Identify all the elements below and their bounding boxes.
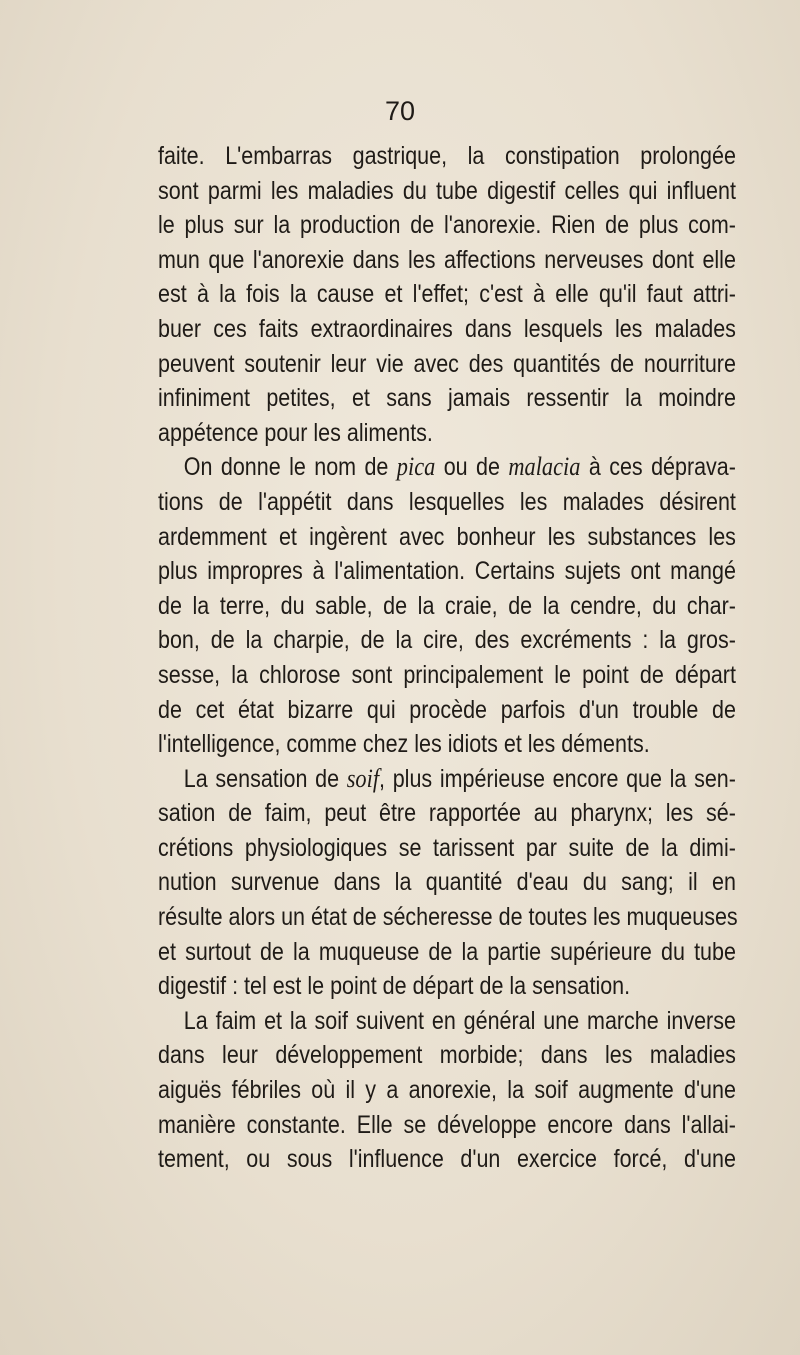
text-segment: bon, de la charpie, de la cire, des excréments : la gros- — [158, 626, 736, 655]
text-segment: dans leur développement morbide; dans les maladies — [158, 1041, 736, 1070]
text-segment: plus impropres à l'alimentation. Certains sujets ont mangé — [158, 557, 736, 586]
text-segment: infiniment petites, et sans jamais ressentir la moindre — [158, 384, 736, 413]
text-line — [158, 796, 736, 831]
text-segment: résulte alors un état de sécheresse de toutes les muqueuses — [158, 903, 738, 932]
text-line — [158, 831, 736, 866]
text-line — [158, 1108, 736, 1143]
text-line — [158, 693, 736, 728]
text-segment: tement, ou sous l'influence d'un exercice forcé, d'une — [158, 1145, 736, 1174]
text-segment: de cet état bizarre qui procède parfois d'un trouble de — [158, 695, 736, 724]
text-line — [158, 969, 736, 1004]
text-segment: tions de l'appétit dans lesquelles les malades désirent — [158, 487, 736, 516]
text-segment: le plus sur la production de l'anorexie. Rien de plus com- — [158, 211, 736, 240]
text-line — [158, 589, 736, 624]
text-line — [158, 277, 736, 312]
text-segment: ardemment et ingèrent avec bonheur les substances les — [158, 522, 736, 551]
text-line — [158, 208, 736, 243]
body-text — [158, 139, 736, 1177]
text-line — [158, 347, 736, 382]
text-line — [158, 623, 736, 658]
text-segment: est à la fois la cause et l'effet; c'est à elle qu'il faut attri- — [158, 280, 736, 309]
text-line — [158, 1004, 736, 1039]
italic-term: pica — [396, 452, 436, 482]
text-line — [158, 727, 736, 762]
text-line — [158, 485, 736, 520]
text-line — [158, 450, 736, 485]
text-segment: l'intelligence, comme chez les idiots et les déments. — [158, 730, 650, 759]
italic-term: soif — [346, 763, 380, 793]
page-number: 70 — [384, 96, 416, 126]
text-line — [158, 762, 736, 797]
text-line — [158, 900, 736, 935]
text-segment: La faim et la soif suivent en général une marche inverse — [183, 1006, 736, 1035]
text-line — [158, 381, 736, 416]
text-segment: de la terre, du sable, de la craie, de la cendre, du char- — [158, 591, 736, 620]
text-segment: mun que l'anorexie dans les affections nerveuses dont elle — [158, 245, 736, 274]
text-line — [158, 520, 736, 555]
text-line — [158, 139, 736, 174]
text-segment: crétions physiologiques se tarissent par suite de la dimi- — [158, 833, 736, 862]
text-segment: ou de — [435, 453, 509, 482]
text-line — [158, 312, 736, 347]
text-segment: à ces déprava- — [580, 453, 736, 482]
text-line — [158, 243, 736, 278]
text-segment: peuvent soutenir leur vie avec des quantités de nourriture — [158, 349, 736, 378]
text-line — [158, 1038, 736, 1073]
text-line — [158, 865, 736, 900]
text-segment: sont parmi les maladies du tube digestif celles qui influent — [158, 176, 736, 205]
text-segment: sesse, la chlorose sont principalement le point de départ — [158, 660, 736, 689]
text-segment: sation de faim, peut être rapportée au pharynx; les sé- — [158, 799, 736, 828]
text-segment: buer ces faits extraordinaires dans lesquels les malades — [158, 314, 736, 343]
text-segment: faite. L'embarras gastrique, la constipation prolongée — [158, 142, 736, 170]
text-line — [158, 1073, 736, 1108]
text-segment: La sensation de — [183, 764, 347, 793]
text-segment: nution survenue dans la quantité d'eau du sang; il en — [158, 868, 736, 897]
text-segment: , plus impérieuse encore que la sen- — [379, 764, 736, 793]
italic-term: malacia — [508, 452, 581, 482]
text-segment: et surtout de la muqueuse de la partie supérieure du tube — [158, 937, 736, 966]
text-line — [158, 1142, 736, 1177]
text-line — [158, 174, 736, 209]
text-segment: manière constante. Elle se développe encore dans l'allai- — [158, 1110, 736, 1139]
text-segment: digestif : tel est le point de départ de la sensation. — [158, 972, 631, 1001]
text-segment: On donne le nom de — [183, 453, 397, 482]
text-segment: aiguës fébriles où il y a anorexie, la soif augmente d'une — [158, 1076, 736, 1105]
text-line — [158, 554, 736, 589]
text-segment: appétence pour les aliments. — [158, 418, 433, 447]
text-line — [158, 416, 736, 451]
text-line — [158, 658, 736, 693]
text-line — [158, 935, 736, 970]
